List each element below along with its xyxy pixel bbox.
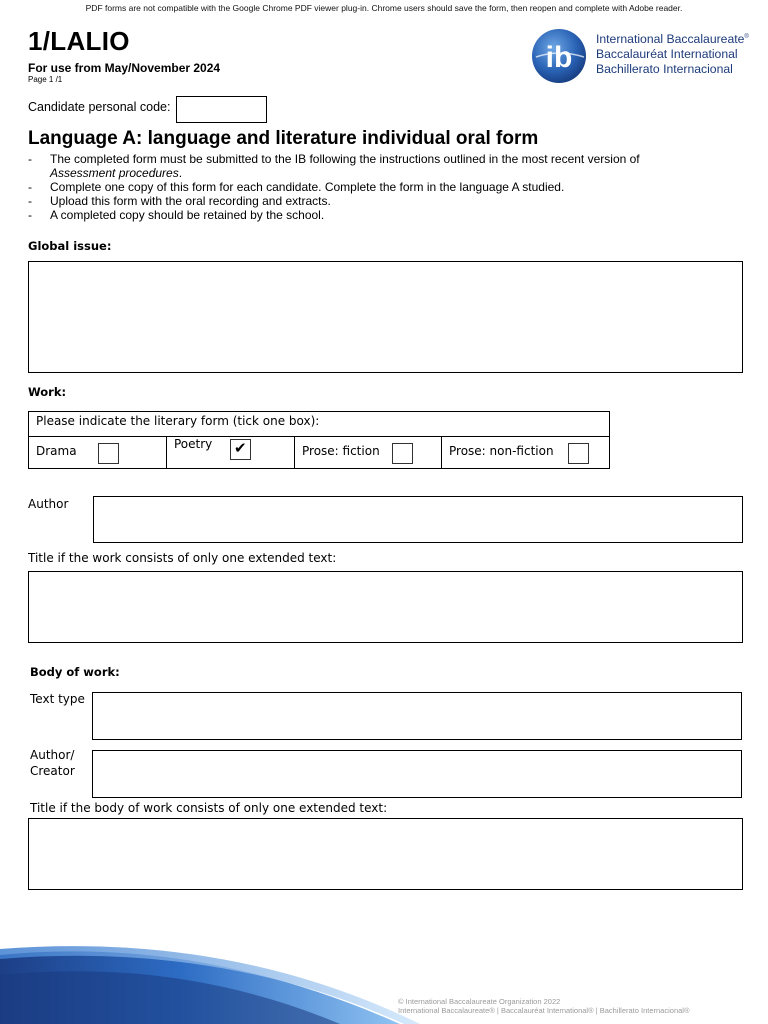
copyright-line-1: © International Baccalaureate Organization 2022 [398, 997, 561, 1006]
logo-registered: ® [744, 34, 749, 40]
body-author-label: Author/ Creator [30, 748, 75, 778]
work-author-field[interactable] [93, 496, 743, 543]
copyright-footer [398, 997, 689, 1015]
global-issue-field[interactable] [28, 261, 743, 373]
use-from-date: For use from May/November 2024 [28, 61, 221, 75]
ib-logo-mark: ib [545, 41, 573, 74]
option-label: Poetry [174, 437, 213, 451]
instructions-list [28, 152, 728, 222]
drama-checkbox[interactable] [98, 443, 119, 464]
checkmark-icon: ✔ [234, 439, 247, 457]
body-title-field[interactable] [28, 818, 743, 890]
body-of-work-label: Body of work: [30, 665, 120, 679]
literary-form-table [28, 411, 610, 469]
global-issue-label: Global issue: [28, 239, 112, 253]
literary-form-option-prose-non-fiction [441, 437, 610, 469]
instruction-item: - Complete one copy of this form for each candidate. Complete the form in the language A studied. [28, 180, 565, 194]
literary-form-option-drama [29, 437, 166, 469]
instruction-item: - Upload this form with the oral recording and extracts. [28, 194, 331, 208]
instruction-item: - The completed form must be submitted to the IB following the instructions outlined in the most recent version of Assessment procedures. [28, 152, 640, 180]
instruction-item: - A completed copy should be retained by the school. [28, 208, 325, 222]
prose-non-fiction-checkbox[interactable] [568, 443, 589, 464]
page-number: Page 1 /1 [28, 75, 63, 84]
ib-logo-text [596, 30, 749, 77]
prose-fiction-checkbox[interactable] [392, 443, 413, 464]
literary-form-option-prose-fiction [294, 437, 441, 469]
option-label: Prose: non-fiction [449, 444, 554, 458]
candidate-code-input[interactable] [176, 96, 267, 123]
pdf-compatibility-banner: PDF forms are not compatible with the Google Chrome PDF viewer plug-in. Chrome users should save the form, then reopen and complete with Adobe reader. [85, 3, 683, 13]
body-author-field[interactable] [92, 750, 742, 798]
work-title-field[interactable] [28, 571, 743, 643]
literary-form-prompt: Please indicate the literary form (tick one box): [29, 412, 609, 437]
form-title: Language A: language and literature individual oral form [28, 128, 539, 149]
logo-line-2: Baccalauréat International [596, 47, 738, 62]
work-label: Work: [28, 385, 67, 399]
work-title-label: Title if the work consists of only one extended text: [28, 551, 337, 565]
assessment-procedures-ref: Assessment procedures [50, 166, 179, 180]
body-title-label: Title if the body of work consists of only one extended text: [30, 801, 388, 815]
option-label: Drama [36, 444, 77, 458]
logo-line-3: Bachillerato Internacional [596, 62, 733, 77]
literary-form-option-poetry [166, 437, 294, 469]
option-label: Prose: fiction [302, 444, 380, 458]
text-type-field[interactable] [92, 692, 742, 740]
work-author-label: Author [28, 497, 69, 511]
text-type-label: Text type [30, 692, 85, 706]
candidate-code-label: Candidate personal code: [28, 100, 171, 114]
poetry-checkbox[interactable] [230, 439, 251, 460]
logo-line-1: International Baccalaureate [596, 32, 745, 47]
form-code: 1/LALIO [28, 26, 130, 56]
copyright-line-2: International Baccalaureate® | Baccalauréat International® | Bachillerato Internacional® [398, 1006, 690, 1015]
